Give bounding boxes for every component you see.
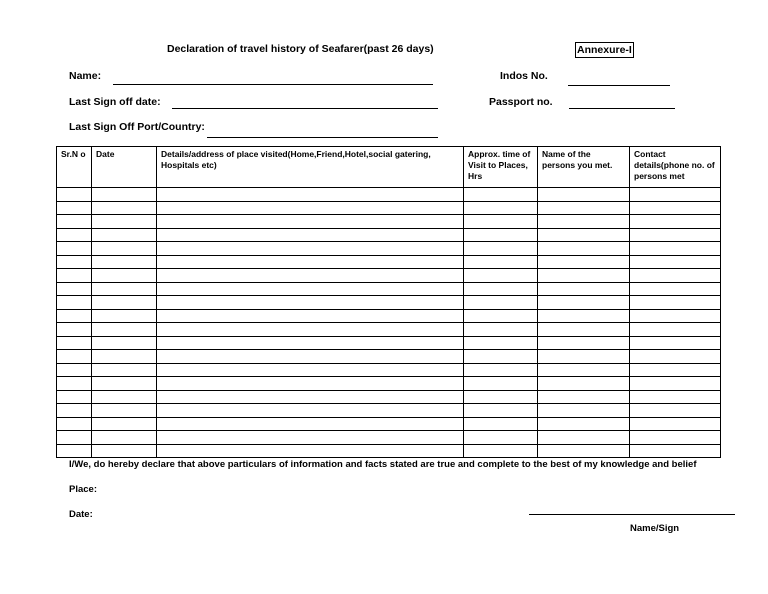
table-cell[interactable] xyxy=(157,404,464,418)
table-row xyxy=(57,336,721,350)
table-cell[interactable] xyxy=(92,431,157,445)
table-cell[interactable] xyxy=(57,323,92,337)
table-cell[interactable] xyxy=(538,201,630,215)
table-cell[interactable] xyxy=(57,282,92,296)
table-cell[interactable] xyxy=(157,215,464,229)
table-cell[interactable] xyxy=(157,309,464,323)
name-label: Name: xyxy=(69,70,102,82)
table-cell[interactable] xyxy=(630,188,721,202)
table-cell[interactable] xyxy=(630,404,721,418)
table-row xyxy=(57,215,721,229)
table-cell[interactable] xyxy=(464,282,538,296)
table-header-row xyxy=(57,147,721,188)
table-cell[interactable] xyxy=(57,377,92,391)
table-cell[interactable] xyxy=(630,363,721,377)
table-row xyxy=(57,404,721,418)
signature-line[interactable] xyxy=(529,514,735,515)
table-cell[interactable] xyxy=(57,255,92,269)
table-cell[interactable] xyxy=(92,269,157,283)
table-cell[interactable] xyxy=(464,188,538,202)
table-cell[interactable] xyxy=(57,404,92,418)
col-header-date: Date xyxy=(92,147,157,188)
table-row xyxy=(57,377,721,391)
table-cell[interactable] xyxy=(92,323,157,337)
table-cell[interactable] xyxy=(630,309,721,323)
table-cell[interactable] xyxy=(538,377,630,391)
table-cell[interactable] xyxy=(538,296,630,310)
name-sign-label: Name/Sign xyxy=(630,523,680,534)
table-cell[interactable] xyxy=(157,377,464,391)
declaration-text: I/We, do hereby declare that above particulars of information and facts stated are true and complete to the best of my knowledge and belief xyxy=(69,459,697,470)
table-cell[interactable] xyxy=(464,228,538,242)
table-row xyxy=(57,296,721,310)
table-row xyxy=(57,363,721,377)
col-header-persons-met: Name of the persons you met. xyxy=(538,147,630,188)
table-cell[interactable] xyxy=(157,201,464,215)
table-cell[interactable] xyxy=(630,296,721,310)
table-cell[interactable] xyxy=(157,390,464,404)
table-cell[interactable] xyxy=(538,363,630,377)
table-cell[interactable] xyxy=(538,444,630,458)
table-cell[interactable] xyxy=(157,350,464,364)
table-cell[interactable] xyxy=(57,363,92,377)
table-cell[interactable] xyxy=(538,417,630,431)
name-field[interactable] xyxy=(113,84,433,85)
last-signoff-port-label: Last Sign Off Port/Country: xyxy=(69,121,205,133)
last-signoff-date-field[interactable] xyxy=(172,108,438,109)
table-row xyxy=(57,188,721,202)
table-cell[interactable] xyxy=(464,336,538,350)
table-cell[interactable] xyxy=(464,242,538,256)
table-cell[interactable] xyxy=(92,417,157,431)
table-cell[interactable] xyxy=(157,242,464,256)
table-cell[interactable] xyxy=(92,255,157,269)
table-cell[interactable] xyxy=(464,363,538,377)
table-row xyxy=(57,417,721,431)
table-row xyxy=(57,282,721,296)
table-cell[interactable] xyxy=(630,201,721,215)
table-cell[interactable] xyxy=(157,282,464,296)
table-cell[interactable] xyxy=(57,215,92,229)
passport-label: Passport no. xyxy=(489,96,553,108)
table-cell[interactable] xyxy=(57,431,92,445)
table-cell[interactable] xyxy=(630,336,721,350)
table-cell[interactable] xyxy=(92,309,157,323)
table-cell[interactable] xyxy=(57,417,92,431)
table-cell[interactable] xyxy=(92,201,157,215)
table-cell[interactable] xyxy=(464,390,538,404)
col-header-sr-no: Sr.N o xyxy=(57,147,92,188)
document-title: Declaration of travel history of Seafarer(past 26 days) xyxy=(167,43,434,55)
table-cell[interactable] xyxy=(464,417,538,431)
table-cell[interactable] xyxy=(538,390,630,404)
table-cell[interactable] xyxy=(630,323,721,337)
col-header-visit-time: Approx. time of Visit to Places, Hrs xyxy=(464,147,538,188)
table-cell[interactable] xyxy=(57,309,92,323)
table-cell[interactable] xyxy=(57,228,92,242)
table-cell[interactable] xyxy=(92,363,157,377)
passport-field[interactable] xyxy=(569,108,675,109)
table-cell[interactable] xyxy=(630,350,721,364)
table-cell[interactable] xyxy=(464,404,538,418)
table-row xyxy=(57,255,721,269)
table-row xyxy=(57,323,721,337)
table-row xyxy=(57,431,721,445)
table-cell[interactable] xyxy=(157,323,464,337)
table-cell[interactable] xyxy=(92,390,157,404)
last-signoff-date-label: Last Sign off date: xyxy=(69,96,161,108)
indos-label: Indos No. xyxy=(500,70,548,82)
table-row xyxy=(57,309,721,323)
table-cell[interactable] xyxy=(92,228,157,242)
table-cell[interactable] xyxy=(57,188,92,202)
table-cell[interactable] xyxy=(157,417,464,431)
last-signoff-port-field[interactable] xyxy=(207,137,438,138)
table-cell[interactable] xyxy=(157,269,464,283)
date-label: Date: xyxy=(69,509,93,520)
table-row xyxy=(57,444,721,458)
table-cell[interactable] xyxy=(92,377,157,391)
table-cell[interactable] xyxy=(57,242,92,256)
table-cell[interactable] xyxy=(630,228,721,242)
col-header-place-details: Details/address of place visited(Home,Friend,Hotel,social gatering, Hospitals etc) xyxy=(157,147,464,188)
table-cell[interactable] xyxy=(630,269,721,283)
table-cell[interactable] xyxy=(92,188,157,202)
table-cell[interactable] xyxy=(538,215,630,229)
table-cell[interactable] xyxy=(157,444,464,458)
table-cell[interactable] xyxy=(630,444,721,458)
table-cell[interactable] xyxy=(157,188,464,202)
table-cell[interactable] xyxy=(464,431,538,445)
table-cell[interactable] xyxy=(92,215,157,229)
table-cell[interactable] xyxy=(92,350,157,364)
table-cell[interactable] xyxy=(464,377,538,391)
table-cell[interactable] xyxy=(538,323,630,337)
table-cell[interactable] xyxy=(538,336,630,350)
table-cell[interactable] xyxy=(92,444,157,458)
col-header-contact-details: Contact details(phone no. of persons met xyxy=(630,147,721,188)
table-row xyxy=(57,201,721,215)
table-cell[interactable] xyxy=(92,282,157,296)
table-cell[interactable] xyxy=(464,350,538,364)
table-cell[interactable] xyxy=(630,215,721,229)
table-cell[interactable] xyxy=(538,404,630,418)
table-row xyxy=(57,228,721,242)
table-cell[interactable] xyxy=(464,296,538,310)
table-cell[interactable] xyxy=(92,242,157,256)
table-cell[interactable] xyxy=(630,377,721,391)
table-cell[interactable] xyxy=(157,363,464,377)
table-cell[interactable] xyxy=(630,417,721,431)
table-cell[interactable] xyxy=(538,350,630,364)
table-cell[interactable] xyxy=(538,255,630,269)
place-label: Place: xyxy=(69,484,97,495)
table-cell[interactable] xyxy=(464,269,538,283)
table-cell[interactable] xyxy=(630,255,721,269)
table-cell[interactable] xyxy=(538,269,630,283)
table-cell[interactable] xyxy=(92,404,157,418)
table-cell[interactable] xyxy=(538,228,630,242)
table-cell[interactable] xyxy=(538,188,630,202)
table-cell[interactable] xyxy=(464,215,538,229)
table-cell[interactable] xyxy=(57,296,92,310)
table-cell[interactable] xyxy=(630,282,721,296)
table-cell[interactable] xyxy=(157,228,464,242)
table-row xyxy=(57,269,721,283)
table-cell[interactable] xyxy=(464,255,538,269)
table-cell[interactable] xyxy=(630,390,721,404)
table-cell[interactable] xyxy=(57,350,92,364)
table-cell[interactable] xyxy=(464,444,538,458)
table-cell[interactable] xyxy=(157,255,464,269)
table-cell[interactable] xyxy=(538,242,630,256)
table-cell[interactable] xyxy=(464,201,538,215)
table-cell[interactable] xyxy=(157,336,464,350)
table-cell[interactable] xyxy=(92,336,157,350)
table-cell[interactable] xyxy=(538,282,630,296)
table-cell[interactable] xyxy=(630,242,721,256)
table-cell[interactable] xyxy=(57,336,92,350)
annexure-badge: Annexure-I xyxy=(577,44,632,56)
table-cell[interactable] xyxy=(157,296,464,310)
travel-history-table xyxy=(56,146,721,458)
table-cell[interactable] xyxy=(538,309,630,323)
table-cell[interactable] xyxy=(57,390,92,404)
table-cell[interactable] xyxy=(464,309,538,323)
table-cell[interactable] xyxy=(464,323,538,337)
table-row xyxy=(57,242,721,256)
indos-field[interactable] xyxy=(568,85,670,86)
table-cell[interactable] xyxy=(57,444,92,458)
table-row xyxy=(57,350,721,364)
table-cell[interactable] xyxy=(538,431,630,445)
table-row xyxy=(57,390,721,404)
table-cell[interactable] xyxy=(57,269,92,283)
table-cell[interactable] xyxy=(92,296,157,310)
table-cell[interactable] xyxy=(630,431,721,445)
table-cell[interactable] xyxy=(157,431,464,445)
table-cell[interactable] xyxy=(57,201,92,215)
